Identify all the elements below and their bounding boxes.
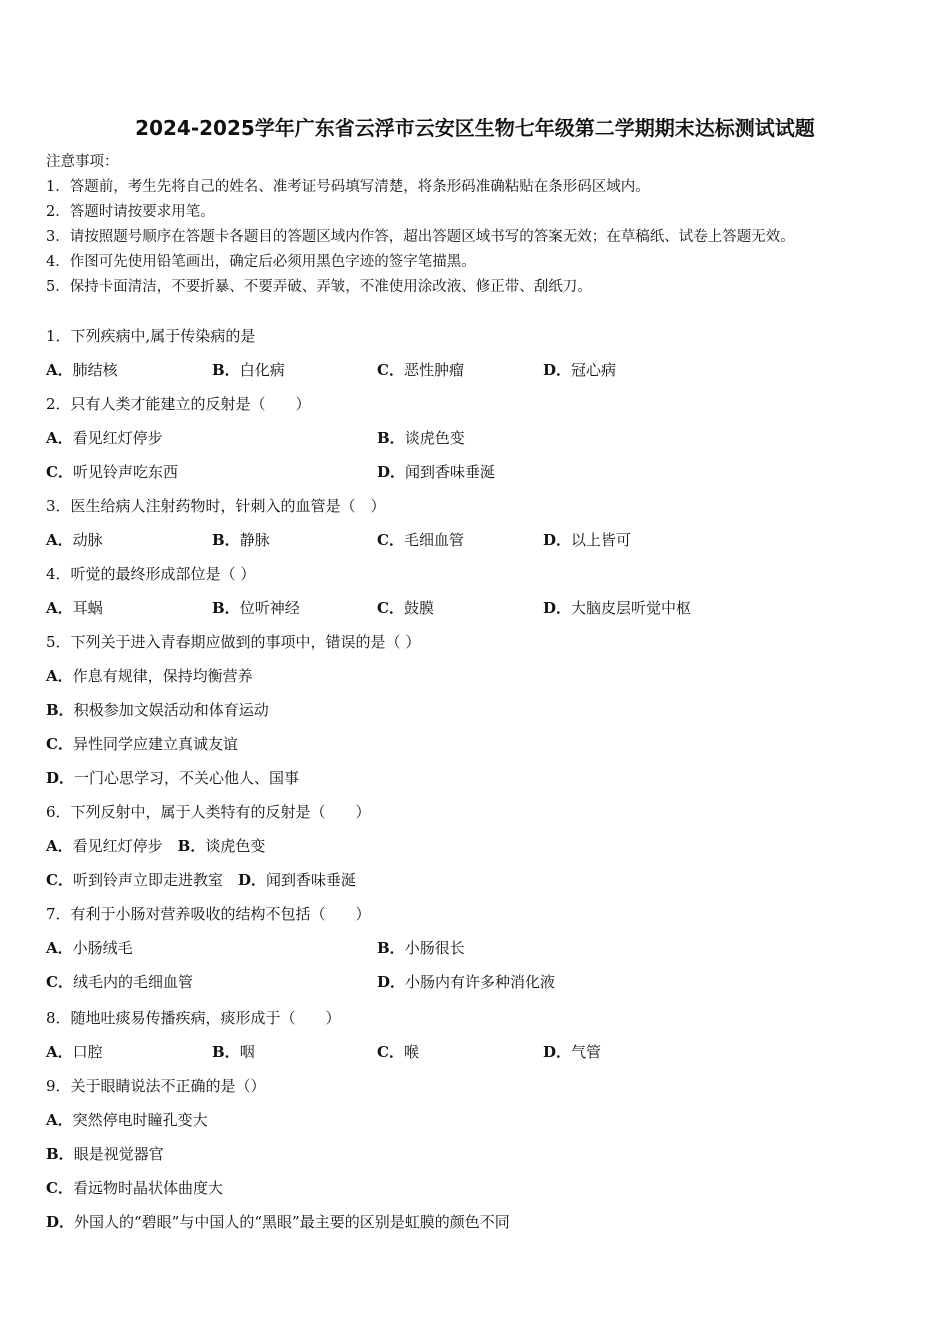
question-6-stem: 6．下列反射中，属于人类特有的反射是（ ） <box>46 803 371 821</box>
question-3-stem: 3．医生给病人注射药物时，针刺入的血管是（ ） <box>46 497 386 515</box>
question-2-options-row1 <box>46 428 926 448</box>
option-a: A．肺结核 <box>46 361 118 379</box>
option-d: D．小肠内有许多种消化液 <box>377 973 556 991</box>
option-b: B．积极参加文娱活动和体育运动 <box>46 701 269 719</box>
question-2-options-row2 <box>46 462 926 482</box>
note-item: 5．保持卡面清洁，不要折暴、不要弄破、弄皱，不准使用涂改液、修正带、刮纸刀。 <box>46 279 592 295</box>
option-b: B．小肠很长 <box>377 939 465 957</box>
option-c: C．恶性肿瘤 <box>377 361 464 379</box>
option-d: D．闻到香味垂涎 <box>377 463 496 481</box>
note-item: 1．答题前，考生先将自己的姓名、准考证号码填写清楚，将条形码准确粘贴在条形码区域内。 <box>46 179 650 195</box>
option-c: C．绒毛内的毛细血管 <box>46 973 193 991</box>
option-b: B．白化病 <box>212 361 285 379</box>
option-a: A．耳蜗 <box>46 599 103 617</box>
option-c: C．异性同学应建立真诚友谊 <box>46 735 238 753</box>
option-b: B．静脉 <box>212 531 270 549</box>
option-a: A．看见红灯停步 <box>46 837 163 855</box>
notes-heading: 注意事项： <box>46 154 119 170</box>
question-1-options <box>46 360 926 380</box>
option-a: A．突然停电时瞳孔变大 <box>46 1111 208 1129</box>
option-a: A．看见红灯停步 <box>46 429 163 447</box>
option-b: B．眼是视觉器官 <box>46 1145 164 1163</box>
option-a: A．作息有规律，保持均衡营养 <box>46 667 253 685</box>
question-7-options-row2 <box>46 972 926 992</box>
option-a: A．口腔 <box>46 1043 103 1061</box>
option-d: D．气管 <box>543 1043 602 1061</box>
page-title: 2024-2025学年广东省云浮市云安区生物七年级第二学期期末达标测试试题 <box>135 116 815 140</box>
question-8-stem: 8．随地吐痰易传播疾病，痰形成于（ ） <box>46 1009 341 1027</box>
option-b: B．谈虎色变 <box>377 429 465 447</box>
notes-section <box>46 150 795 300</box>
option-d: D．大脑皮层听觉中枢 <box>543 599 692 617</box>
note-item: 3．请按照题号顺序在答题卡各题目的答题区域内作答，超出答题区域书写的答案无效；在草稿纸、试卷上答题无效。 <box>46 229 795 245</box>
option-a: A．小肠绒毛 <box>46 939 133 957</box>
question-5-stem: 5．下列关于进入青春期应做到的事项中，错误的是（ ） <box>46 633 421 651</box>
option-d: D．闻到香味垂涎 <box>237 871 357 889</box>
option-c: C．听见铃声吃东西 <box>46 463 178 481</box>
question-1-stem: 1．下列疾病中,属于传染病的是 <box>46 327 256 345</box>
option-c: C．毛细血管 <box>377 531 464 549</box>
question-4-options <box>46 598 926 618</box>
option-c: C．听到铃声立即走进教室 <box>46 871 223 889</box>
option-b: B．位听神经 <box>212 599 300 617</box>
option-d: D．一门心思学习，不关心他人、国事 <box>46 769 300 787</box>
option-d: D．外国人的“碧眼”与中国人的“黑眼”最主要的区别是虹膜的颜色不同 <box>46 1213 510 1231</box>
question-9-stem: 9．关于眼睛说法不正确的是（） <box>46 1077 266 1095</box>
option-c: C．鼓膜 <box>377 599 434 617</box>
option-d: D．冠心病 <box>543 361 617 379</box>
option-b: B．谈虎色变 <box>177 837 266 855</box>
question-7-stem: 7．有利于小肠对营养吸收的结构不包括（ ） <box>46 905 371 923</box>
question-8-options <box>46 1042 926 1062</box>
note-item: 2．答题时请按要求用笔。 <box>46 204 215 220</box>
option-d: D．以上皆可 <box>543 531 632 549</box>
note-item: 4．作图可先使用铅笔画出，确定后必须用黑色字迹的签字笔描黑。 <box>46 254 476 270</box>
question-4-stem: 4．听觉的最终形成部位是（ ） <box>46 565 256 583</box>
question-2-stem: 2．只有人类才能建立的反射是（ ） <box>46 395 311 413</box>
option-c: C．看远物时晶状体曲度大 <box>46 1179 223 1197</box>
question-6-options-row1 <box>46 836 926 856</box>
question-6-options-row2 <box>46 870 926 890</box>
option-b: B．咽 <box>212 1043 255 1061</box>
option-a: A．动脉 <box>46 531 103 549</box>
option-c: C．喉 <box>377 1043 419 1061</box>
question-3-options <box>46 530 926 550</box>
question-7-options-row1 <box>46 938 926 958</box>
